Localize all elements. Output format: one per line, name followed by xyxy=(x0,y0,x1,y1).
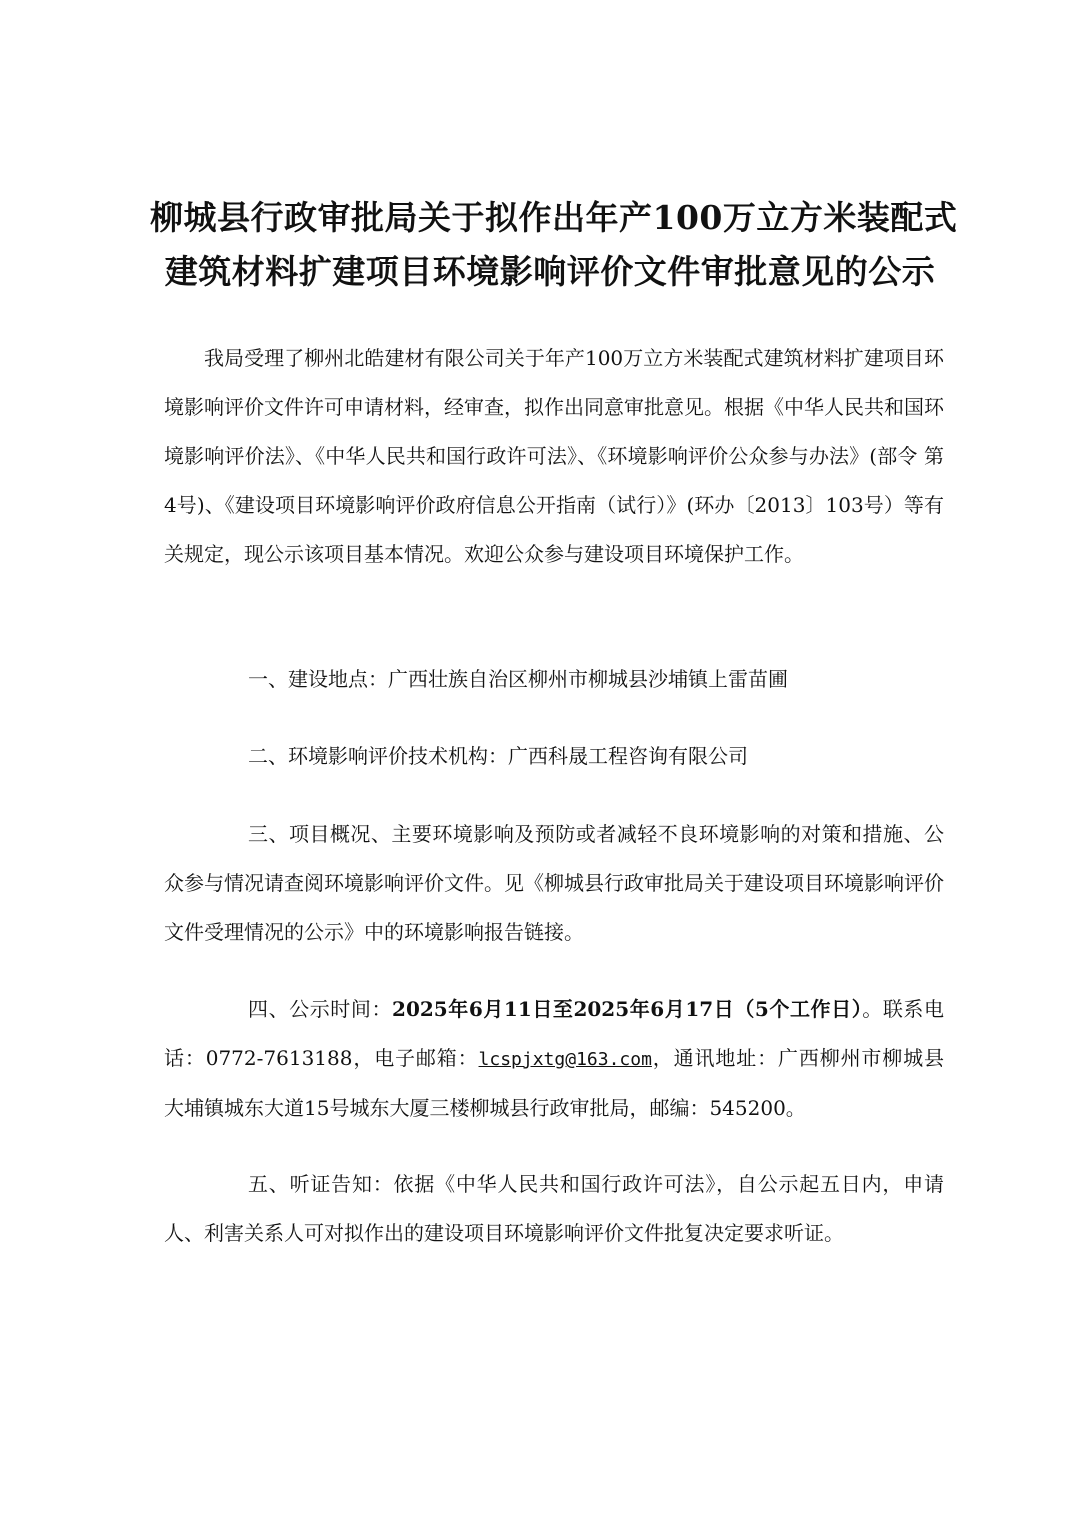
item-eia-agency: 二、环境影响评价技术机构：广西科晟工程咨询有限公司 xyxy=(248,744,748,768)
document-title-line-2: 建筑材料扩建项目环境影响评价文件审批意见的公示 xyxy=(164,252,936,291)
item4-prefix: 四、公示时间： xyxy=(248,997,393,1021)
item-project-overview: 三、项目概况、主要环境影响及预防或者减轻不良环境影响的对策和措施、公众参与情况请查阅环境影响评价文件。见《柳城县行政审批局关于建设项目环境影响评价文件受理情况的公示》中的环境影响报告链接。 xyxy=(164,822,944,944)
mailing-address: ，通讯地址：广西柳州市柳城县大埔镇城东大道15号城东大厦三楼柳城县行政审批局，邮编：545200。 xyxy=(164,1046,945,1120)
publicity-period-dates: 2025年6月11日至2025年6月17日（5个工作日） xyxy=(392,997,863,1021)
email-label: ，电子邮箱： xyxy=(352,1046,479,1070)
email-link[interactable]: lcspjxtg@163.com xyxy=(478,1049,652,1070)
contact-phone: 0772-7613188 xyxy=(205,1046,353,1070)
item-hearing-notice: 五、听证告知：依据《中华人民共和国行政许可法》，自公示起五日内，申请人、利害关系人可对拟作出的建设项目环境影响评价文件批复决定要求听证。 xyxy=(164,1172,944,1245)
item-construction-location: 一、建设地点：广西壮族自治区柳州市柳城县沙埔镇上雷苗圃 xyxy=(248,667,788,691)
intro-paragraph: 我局受理了柳州北皓建材有限公司关于年产100万立方米装配式建筑材料扩建项目环境影响评价文件许可申请材料，经审查，拟作出同意审批意见。根据《中华人民共和国环境影响评价法》、《中华人民共和国行政许可法》、《环境影响评价公众参与办法》(部令 第4号)、《建设项目环境影响评价政府信息公开指南（试行）》(环办〔2013〕103号）等有关规定，现公示该项目基本情况。欢迎公众参与建设项目环境保护工作。 xyxy=(164,346,944,566)
document-title-line-1: 柳城县行政审批局关于拟作出年产100万立方米装配式 xyxy=(150,198,958,237)
item-publicity-period xyxy=(164,985,944,1133)
contact-phone-label: 。联系电话： xyxy=(164,997,945,1070)
